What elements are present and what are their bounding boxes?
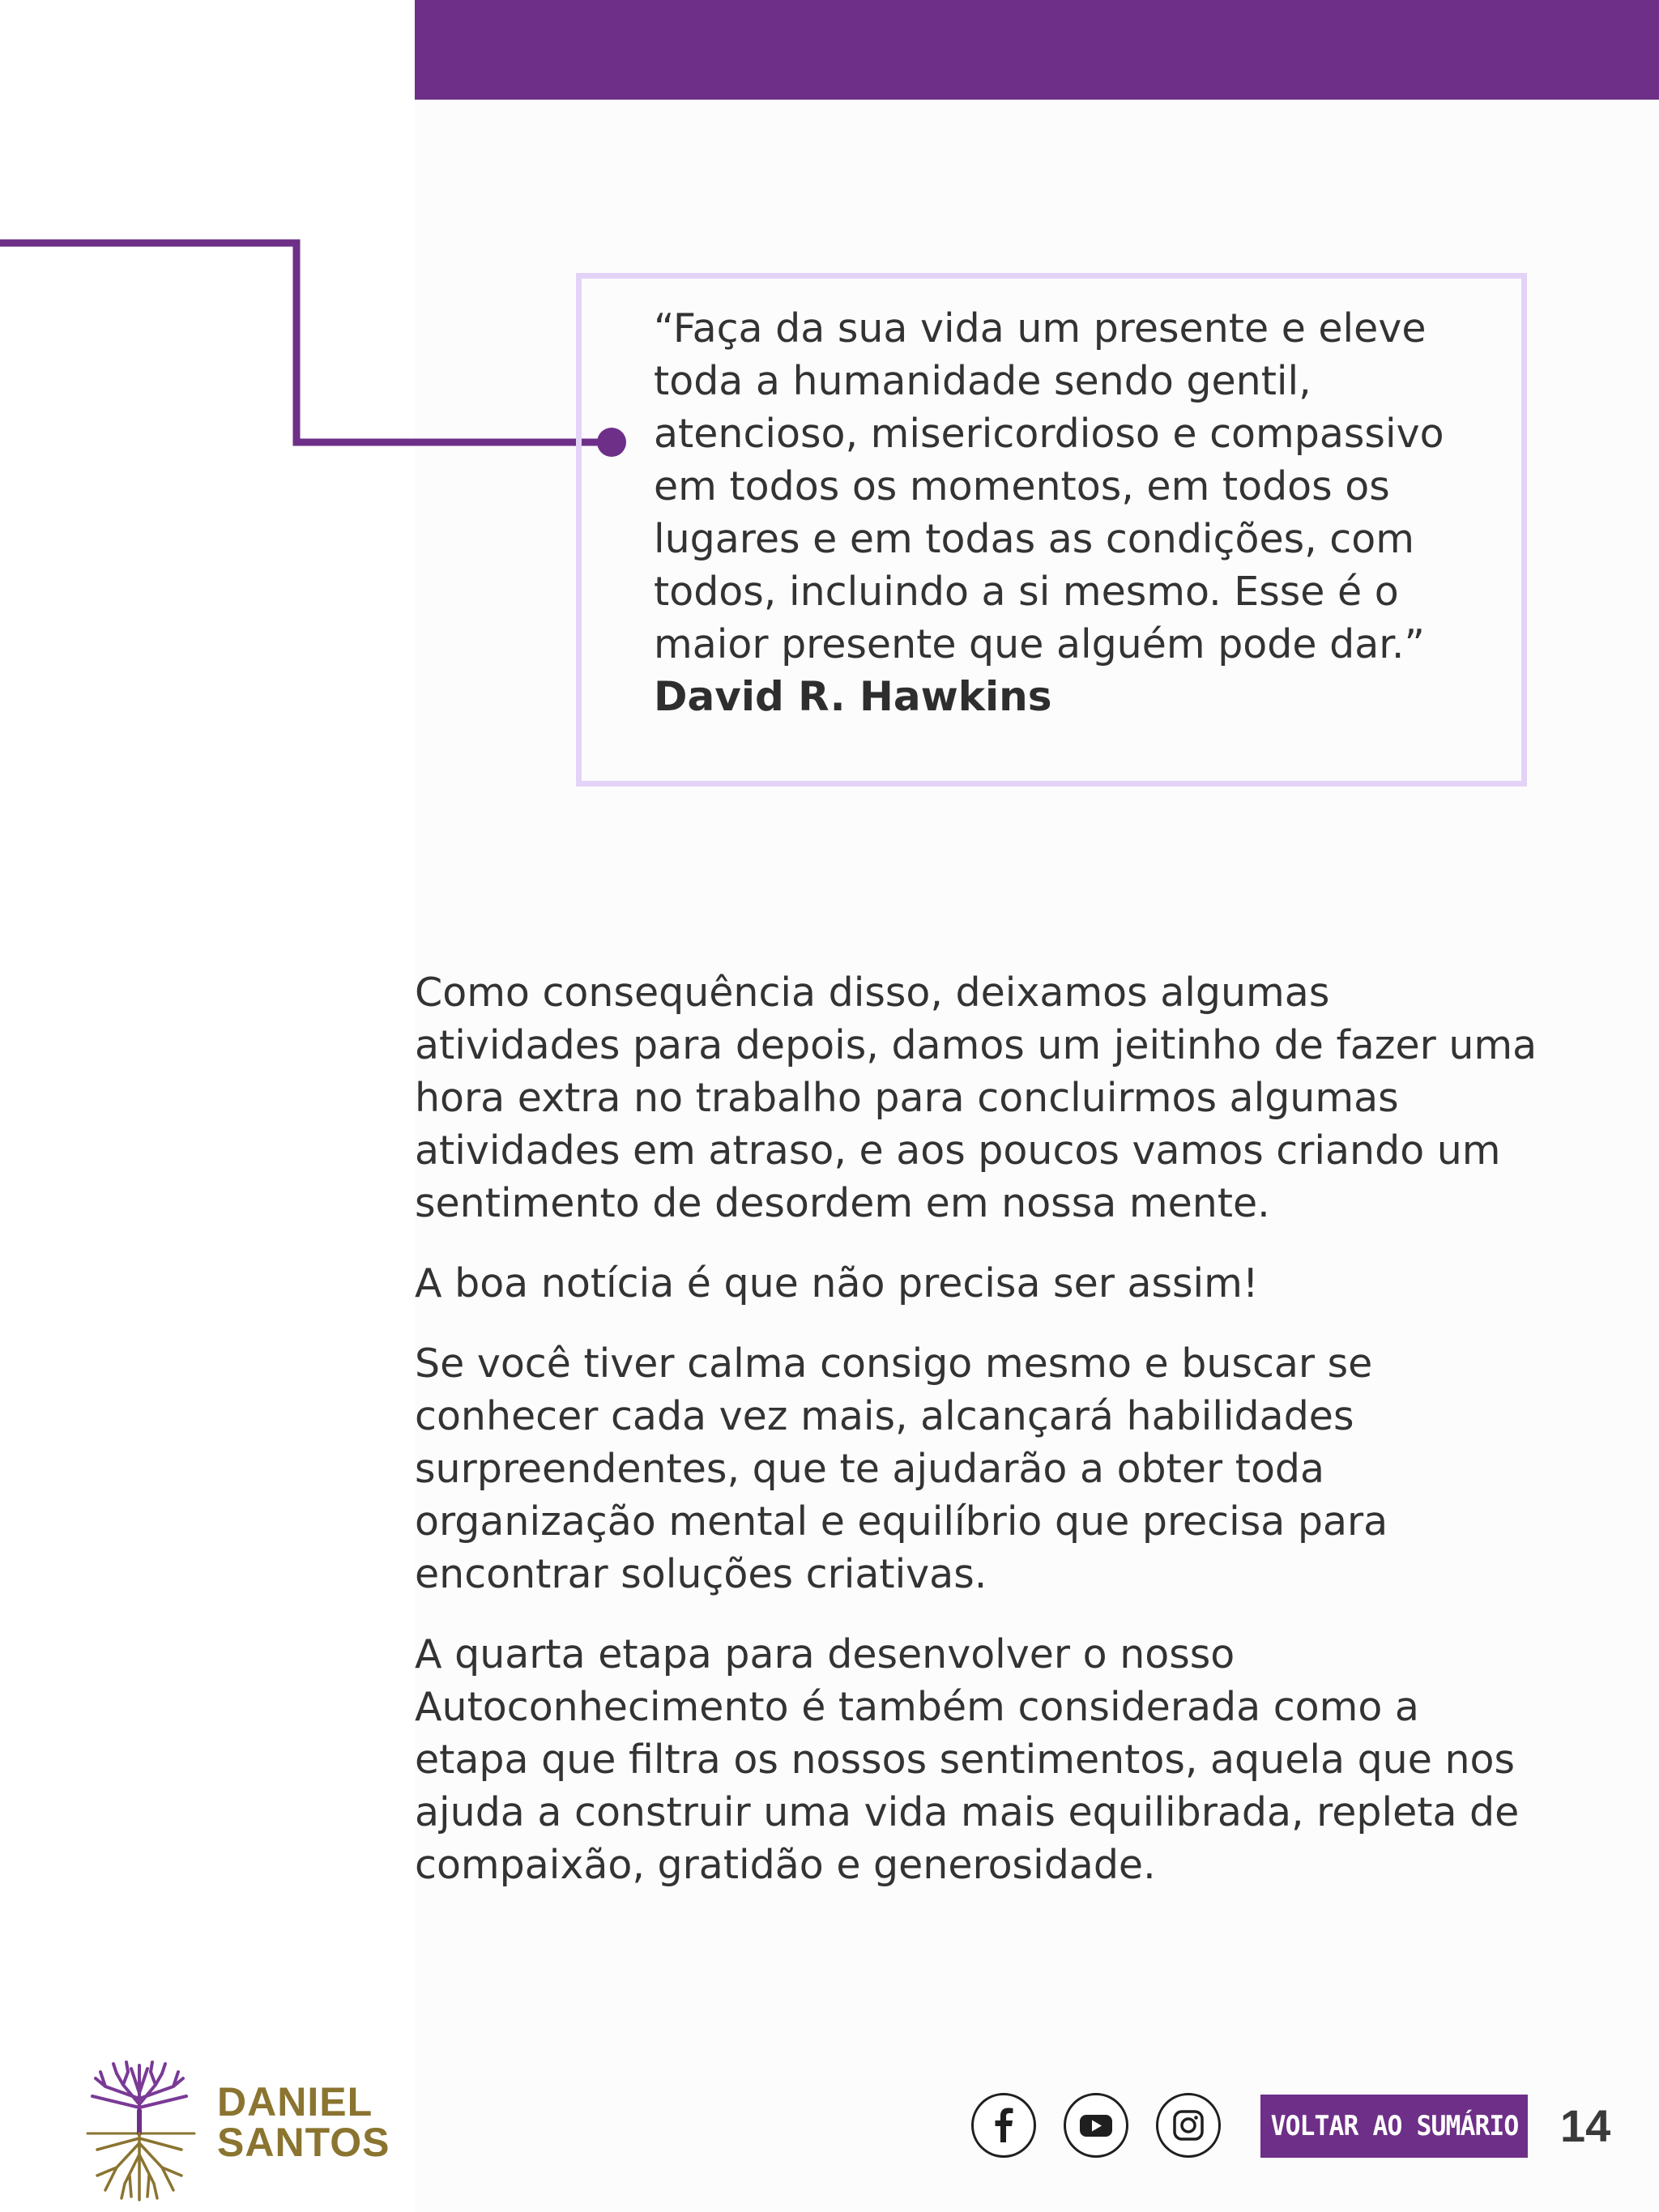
- logo-wordmark: [217, 2079, 390, 2165]
- page-number: 14: [1560, 2100, 1611, 2151]
- instagram-icon[interactable]: [1156, 2093, 1221, 2158]
- quote-text: “Faça da sua vida um presente e eleve toda a humanidade sendo gentil, atencioso, misericordioso e compassivo em todos os momentos, em todos os lugares e em todas as condições, com todos, incluindo a si mesmo. Esse é o maior presente que alguém pode dar.”: [654, 305, 1444, 667]
- paragraph: Como consequência disso, deixamos algumas atividades para depois, damos um jeitinho de fazer uma hora extra no trabalho para concluirmos algumas atividades em atraso, e aos poucos vamos criando um sentimento de desordem em nossa mente.: [415, 970, 1537, 1226]
- logo-last-name: SANTOS: [217, 2120, 390, 2165]
- paragraph: Se você tiver calma consigo mesmo e buscar se conhecer cada vez mais, alcançará habilidades surpreendentes, que te ajudarão a obter toda organização mental e equilíbrio que precisa para encontrar soluções criativas.: [415, 1340, 1388, 1597]
- facebook-icon[interactable]: [971, 2093, 1036, 2158]
- paragraph: A boa notícia é que não precisa ser assim!: [415, 1260, 1259, 1306]
- body-text: [415, 966, 1541, 1919]
- logo-first-name: DANIEL: [217, 2079, 373, 2125]
- paragraph: A quarta etapa para desenvolver o nosso Autoconhecimento é também considerada como a etapa que filtra os nossos sentimentos, aquela que nos ajuda a construir uma vida mais equilibrada, repleta de compaixão, gratidão e generosidade.: [415, 1631, 1520, 1888]
- quote-connector-line: [0, 0, 648, 486]
- youtube-icon[interactable]: [1064, 2093, 1128, 2158]
- back-to-summary-button[interactable]: VOLTAR AO SUMÁRIO: [1260, 2095, 1528, 2158]
- quote-author: David R. Hawkins: [654, 673, 1052, 720]
